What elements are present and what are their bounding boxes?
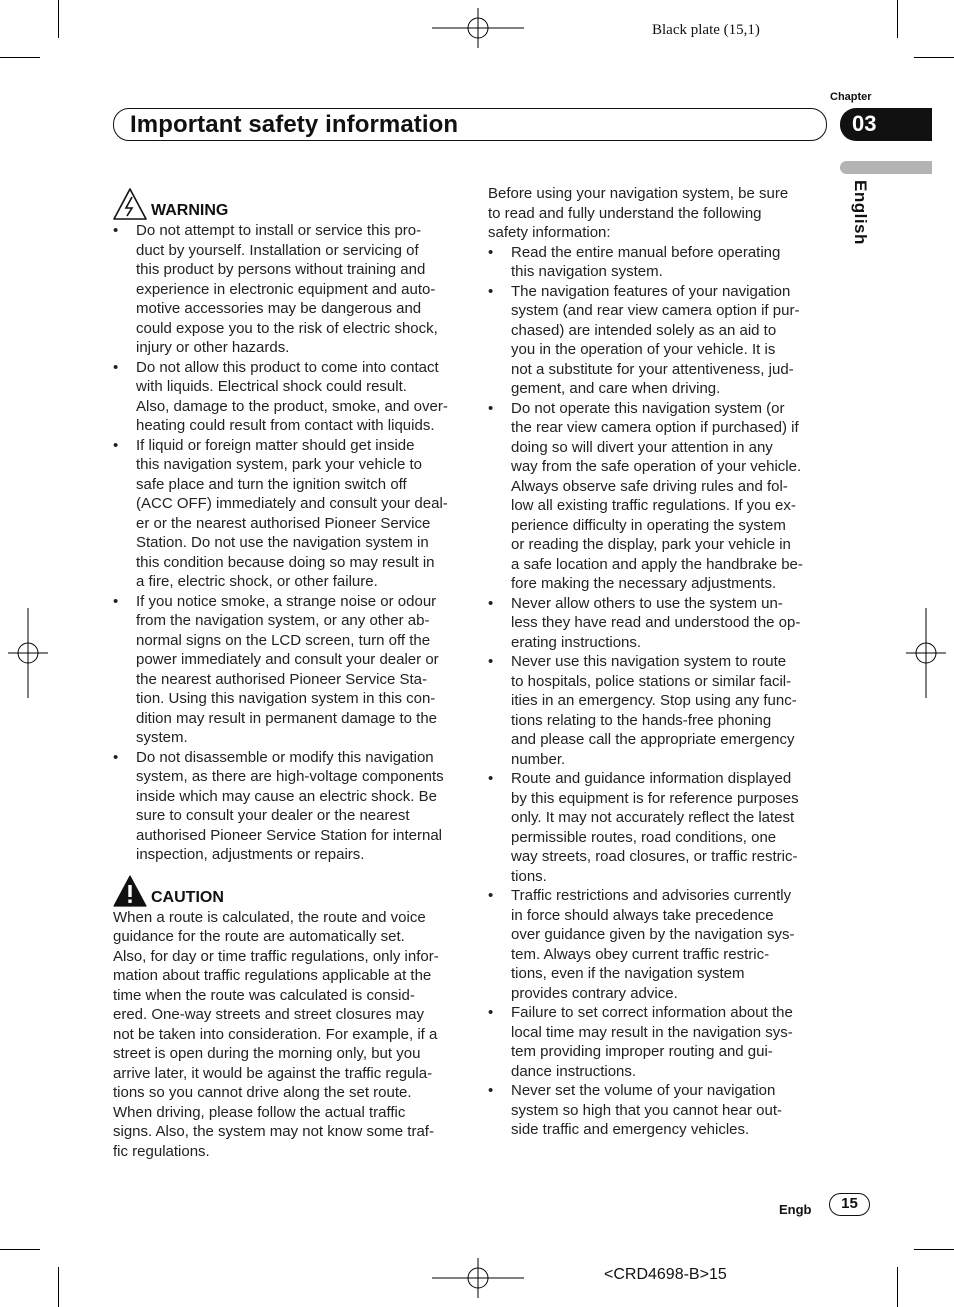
language-bar [840,161,932,174]
list-item [488,399,836,594]
list-item-text: Never set the volume of your navigation system so high that you cannot hear out- side traffic and emergency vehicles. [511,1082,782,1138]
list-item [488,282,836,399]
list-item-text: If liquid or foreign matter should get inside this navigation system, park your vehicle to safe place and turn the ignition switch off (ACC OFF) immediately and consult your deal- er or the nearest authorised Pioneer Service Station. Do not use the navigation system in this condition because doing so may result in a fire, electric shock, or other failure. [136,436,448,590]
list-item [113,358,461,436]
list-item [113,436,461,592]
title-box [113,108,827,141]
list-item-text: Do not attempt to install or service this pro- duct by yourself. Installation or servicing of this product by persons without training and experience in electronic equipment and auto- motive accessories may be dangerous and could expose you to the risk of electric shock, injury or other hazards. [136,222,438,356]
right-column [488,184,836,1140]
page-number: 15 [829,1193,870,1216]
list-item-text: Do not disassemble or modify this navigation system, as there are high-voltage components inside which may cause an electric shock. Be sure to consult your dealer or the nearest authorised Pioneer Service Station for internal inspection, adjustments or repairs. [136,748,444,863]
list-item-text: The navigation features of your navigation system (and rear view camera option if pur- chased) are intended solely as an aid to you in the operation of your vehicle. It is not a substitute for your attentiveness, jud- gement, and care when driving. [511,282,800,397]
page-title: Important safety information [130,111,459,138]
warning-heading [113,184,461,220]
caution-body: When a route is calculated, the route and voice guidance for the route are automatically set. Also, for day or time traffic regulations, only infor- mation about traffic regulations applicable at the time when the route was calculated is consid- ered. One-way streets and street closures may not be taken into consideration. For example, if a street is open during the morning only, but you arrive later, it would be against the traffic regula- tions so you cannot drive along the set route. When driving, please follow the actual traffic signs. Also, the system may not know some traf- fic regulations. [113,908,439,1160]
crop-mark [58,0,59,38]
list-item [488,1003,836,1081]
list-item [488,243,836,282]
list-item [113,748,461,865]
caution-exclamation-icon [113,875,147,907]
list-item [488,769,836,886]
list-item [488,886,836,1003]
crop-mark [58,1267,59,1307]
caution-heading [113,871,461,907]
list-item-text: Failure to set correct information about the local time may result in the navigation sys- tem providing improper routing and gui- dance instructions. [511,1004,793,1080]
crop-mark [0,1249,40,1250]
warning-title: WARNING [151,202,229,219]
warning-list [113,221,461,865]
list-item-text: Do not allow this product to come into contact with liquids. Electrical shock could result. Also, damage to the product, smoke, and over- heating could result from contact with liquids. [136,358,448,434]
crop-mark [897,1267,898,1307]
list-item [488,1081,836,1140]
safety-list [488,243,836,1140]
list-item [113,221,461,358]
crop-mark [0,57,40,58]
document-code: <CRD4698-B>15 [604,1266,727,1283]
chapter-tab [840,108,932,141]
language-code: Engb [779,1202,812,1217]
intro-text: Before using your navigation system, be sure to read and fully understand the following safety information: [488,185,789,241]
list-item [488,652,836,769]
registration-mark-icon [432,1258,524,1298]
crop-mark [914,1249,954,1250]
list-item-text: Route and guidance information displayed by this equipment is for reference purposes only. It may not accurately reflect the latest permissible routes, road conditions, one way streets, road closures, or traffic restric- tions. [511,770,799,885]
list-item-text: Read the entire manual before operating this navigation system. [511,243,781,280]
caution-title: CAUTION [151,888,224,906]
list-item-text: Traffic restrictions and advisories currently in force should always take precedence over guidance given by the navigation sys- tem. Always obey current traffic restric- tions, even if the navigation system provides contrary advice. [511,887,795,1002]
registration-mark-icon [8,608,48,698]
list-item-text: Never allow others to use the system un- less they have read and understood the op- erating instructions. [511,594,801,651]
list-item-text: If you notice smoke, a strange noise or odour from the navigation system, or any other ab- normal signs on the LCD screen, turn off the power immediately and consult your dealer or the nearest authorised Pioneer Service Sta- tion. Using this navigation system in this con- dition may result in permanent damage to the system. [136,592,439,746]
left-column [113,184,461,1161]
chapter-label: Chapter [830,91,872,103]
warning-electric-icon [113,188,147,220]
list-item [113,592,461,748]
registration-mark-icon [432,8,524,48]
registration-mark-icon [906,608,946,698]
list-item-text: Do not operate this navigation system (or the rear view camera option if purchased) if doing so will divert your attention in any way from the safe operation of your vehicle. Always observe safe driving rules and fol- low all existing traffic regulations. If you ex- perience difficulty in operating the system or reading the display, park your vehicle in a safe location and apply the handbrake be- fore making the necessary adjustments. [511,399,803,592]
crop-mark [914,57,954,58]
list-item-text: Never use this navigation system to route to hospitals, police stations or similar facil- ities in an emergency. Stop using any func- tions relating to the hands-free phoning and please call the appropriate emergency number. [511,653,797,768]
chapter-number: 03 [852,111,877,136]
list-item [488,594,836,653]
crop-mark [897,0,898,38]
language-label: English [851,180,870,245]
plate-label: Black plate (15,1) [652,22,760,38]
